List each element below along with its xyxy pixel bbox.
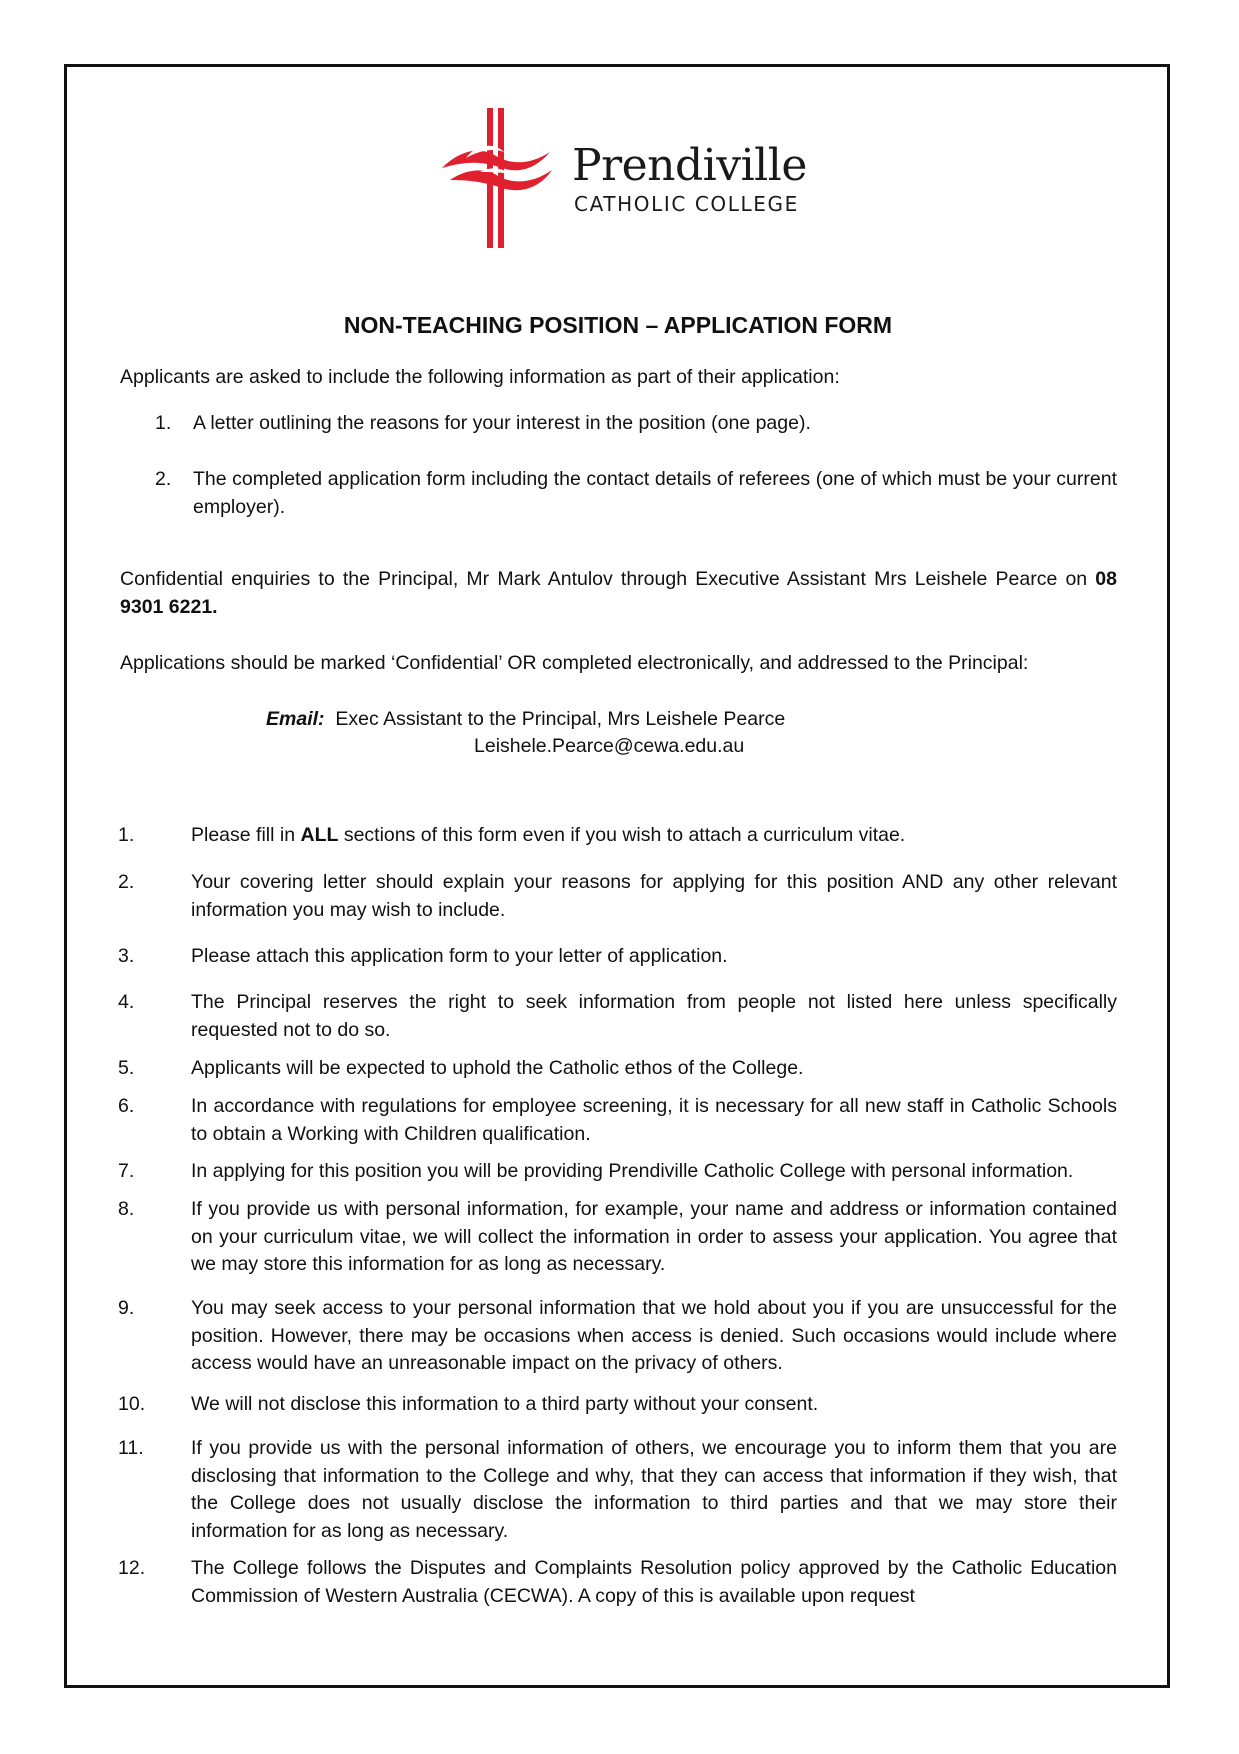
intro-list-number: 2. (155, 468, 172, 490)
enquiries-text: Confidential enquiries to the Principal, Mr Mark Antulov through Executive Assistant Mrs Leishele Pearce on (120, 568, 1088, 590)
instruction-item: You may seek access to your personal information that we hold about you if you are unsuccessful for the position. However, there may be occasions when access is denied. Such occasions would include where access would have an unreasonable impact on the privacy of others. (191, 1297, 1117, 1374)
email-line (266, 706, 785, 734)
instruction-item: The College follows the Disputes and Complaints Resolution policy approved by the Catholic Education Commission of Western Australia (CECWA). A copy of this is available upon request (191, 1557, 1117, 1607)
instruction-emphasis: ALL (300, 824, 339, 846)
instruction-item: In applying for this position you will be providing Prendiville Catholic College with personal information. (191, 1160, 1074, 1182)
instruction-number: 1. (118, 824, 135, 846)
logo-college-subtitle: CATHOLIC COLLEGE (574, 192, 799, 216)
instruction-number: 9. (118, 1297, 135, 1319)
applications-text: Applications should be marked ‘Confidential’ OR completed electronically, and addressed to the Principal: (120, 652, 1029, 674)
instruction-item: If you provide us with personal information, for example, your name and address or information contained on your curriculum vitae, we will collect the information in order to assess your application. You agree that we may store this information for as long as necessary. (191, 1198, 1117, 1275)
college-crest-icon (440, 108, 560, 248)
instruction-number: 7. (118, 1160, 135, 1182)
logo-college-name: Prendiville (572, 140, 807, 191)
intro-text: Applicants are asked to include the following information as part of their application: (120, 366, 840, 388)
intro-list-item: The completed application form including the contact details of referees (one of which must be your current employer). (193, 468, 1117, 518)
instruction-item: If you provide us with the personal information of others, we encourage you to inform them that you are disclosing that information to the College and why, that they can access that information if they wish, that the College does not usually disclose the information to third parties and that we may store their information for as long as necessary. (191, 1437, 1117, 1542)
instruction-item (191, 822, 1117, 850)
instruction-number: 5. (118, 1057, 135, 1079)
instruction-item: Please attach this application form to your letter of application. (191, 945, 728, 967)
instruction-number: 4. (118, 991, 135, 1013)
instruction-number: 3. (118, 945, 135, 967)
instruction-item: Applicants will be expected to uphold the Catholic ethos of the College. (191, 1057, 804, 1079)
email-label: Email: (266, 708, 325, 730)
instruction-number: 2. (118, 871, 135, 893)
instruction-number: 10. (118, 1393, 146, 1415)
enquiries-paragraph (120, 566, 1117, 621)
college-logo (440, 108, 810, 248)
enquiries-phone: 08 9301 6221. (120, 568, 1117, 618)
instruction-number: 6. (118, 1095, 135, 1117)
instruction-number: 8. (118, 1198, 135, 1220)
email-recipient: Exec Assistant to the Principal, Mrs Leishele Pearce (335, 708, 786, 730)
instruction-item: Your covering letter should explain your reasons for applying for this position AND any other relevant information you may wish to include. (191, 871, 1117, 921)
instruction-number: 12. (118, 1557, 146, 1579)
instruction-text: sections of this form even if you wish to attach a curriculum vitae. (343, 824, 906, 846)
form-title: NON-TEACHING POSITION – APPLICATION FORM (343, 312, 893, 338)
instruction-item: In accordance with regulations for employee screening, it is necessary for all new staff in Catholic Schools to obtain a Working with Children qualification. (191, 1095, 1117, 1145)
email-address: Leishele.Pearce@cewa.edu.au (474, 735, 745, 757)
instruction-text: Please fill in (191, 824, 296, 846)
intro-list-number: 1. (155, 412, 172, 434)
intro-list-item: A letter outlining the reasons for your interest in the position (one page). (193, 412, 811, 434)
instruction-item: We will not disclose this information to a third party without your consent. (191, 1393, 819, 1415)
instruction-item: The Principal reserves the right to seek information from people not listed here unless specifically requested not to do so. (191, 991, 1117, 1041)
instruction-number: 11. (118, 1437, 144, 1459)
